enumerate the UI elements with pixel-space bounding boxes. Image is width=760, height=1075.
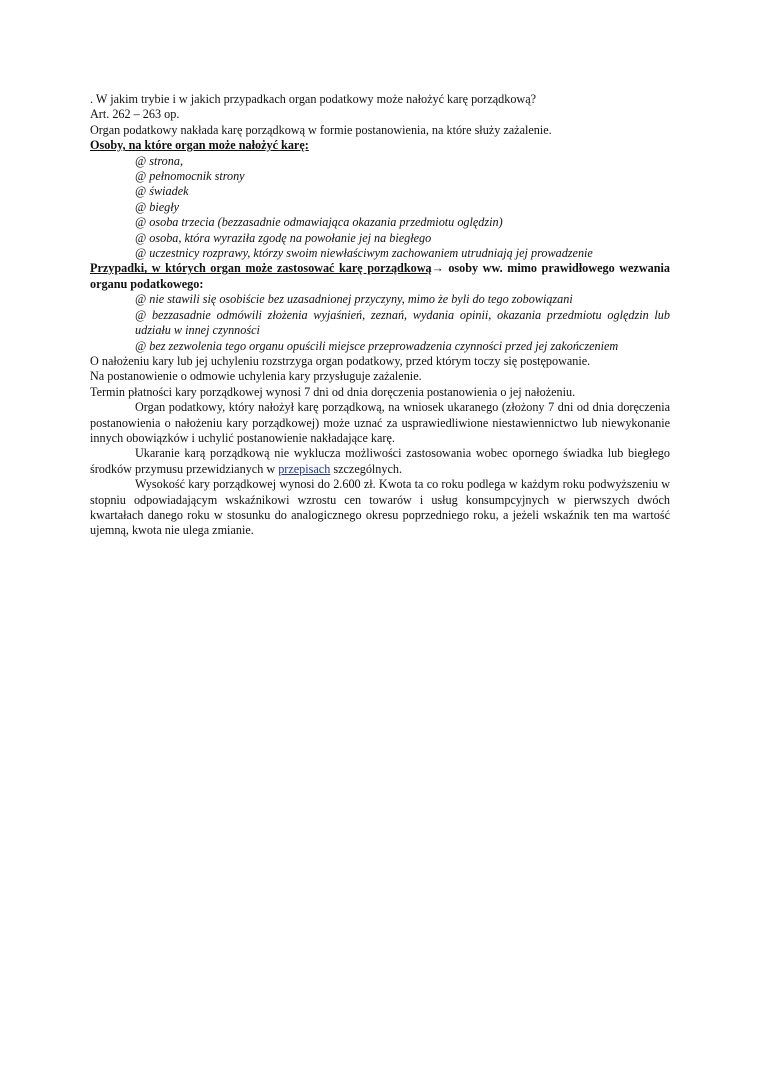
list-item: @ świadek — [135, 184, 189, 199]
persons-list — [90, 154, 670, 262]
arrow-right-icon: → — [431, 261, 444, 276]
list-item: @ osoba, która wyraziła zgodę na powołanie jej na biegłego — [135, 230, 432, 245]
cases-heading — [90, 261, 670, 292]
list-item: @ osoba trzecia (bezzasadnie odmawiająca okazania przedmiotu oględzin) — [135, 215, 503, 230]
przepisach-link[interactable]: przepisach — [278, 461, 331, 476]
intro-text: Organ podatkowy nakłada karę porządkową w formie postanowienia, na które służy zażalenie. — [90, 122, 552, 137]
persons-heading: Osoby, na które organ może nałożyć karę: — [90, 138, 309, 153]
list-item: @ pełnomocnik strony — [135, 169, 245, 184]
paragraph-coercion-text: Ukaranie karą porządkową nie wyklucza możliwości zastosowania wobec opornego świadka lub biegłego środków przymusu przewidzianych w — [90, 446, 670, 476]
paragraph-amount: Wysokość kary porządkowej wynosi do 2.600 zł. Kwota ta co roku podlega w każdym roku podwyższeniu w stopniu odpowiadającym wskaźnikowi wzrostu cen towarów i usług konsumpcyjnych w pierwszych dwóch kwartałach danego roku w stosunku do analogicznego okresu poprzedniego roku, a jeżeli wskaźnik ten ma wartość ujemną, kwota nie ulega zmianie. — [90, 477, 670, 538]
cases-list — [90, 292, 670, 354]
article-reference: Art. 262 – 263 op. — [90, 107, 180, 122]
paragraph-coercion-end: szczególnych. — [330, 461, 403, 476]
cases-heading-rest: osoby ww. mimo prawidłowego wezwania organu podatkowego: — [90, 261, 670, 291]
list-item: @ bez zezwolenia tego organu opuścili miejsce przeprowadzenia czynności przed jej zakończeniem — [135, 338, 619, 353]
list-item: @ bezzasadnie odmówili złożenia wyjaśnień, zeznań, wydania opinii, okazania przedmiotu oględzin lub udziału w innej czynności — [135, 307, 670, 338]
question-text: . W jakim trybie i w jakich przypadkach organ podatkowy może nałożyć karę porządkową? — [90, 92, 537, 106]
paragraph-coercion — [90, 446, 670, 477]
paragraph-deadline: Termin płatności kary porządkowej wynosi 7 dni od dnia doręczenia postanowienia o jej nałożeniu. — [90, 384, 576, 399]
cases-heading-underlined: Przypadki, w których organ może zastosować karę porządkową — [90, 261, 432, 276]
paragraph-excuse: Organ podatkowy, który nałożył karę porządkową, na wniosek ukaranego (złożony 7 dni od dnia doręczenia postanowienia o nałożeniu kary porządkowej) może uznać za usprawiedliwione niestawiennictwo lub niewykonanie innych obowiązków i uchylić postanowienie nakładające karę. — [90, 400, 670, 445]
list-item: @ nie stawili się osobiście bez uzasadnionej przyczyny, mimo że byli do tego zobowiązani — [135, 292, 573, 307]
paragraph-decision: O nałożeniu kary lub jej uchyleniu rozstrzyga organ podatkowy, przed którym toczy się postępowanie. — [90, 353, 591, 368]
list-item: @ uczestnicy rozprawy, którzy swoim niewłaściwym zachowaniem utrudniają jej prowadzenie — [135, 246, 593, 261]
list-item: @ biegły — [135, 199, 180, 214]
paragraph-complaint: Na postanowienie o odmowie uchylenia kary przysługuje zażalenie. — [90, 369, 422, 384]
list-item: @ strona, — [135, 153, 184, 168]
